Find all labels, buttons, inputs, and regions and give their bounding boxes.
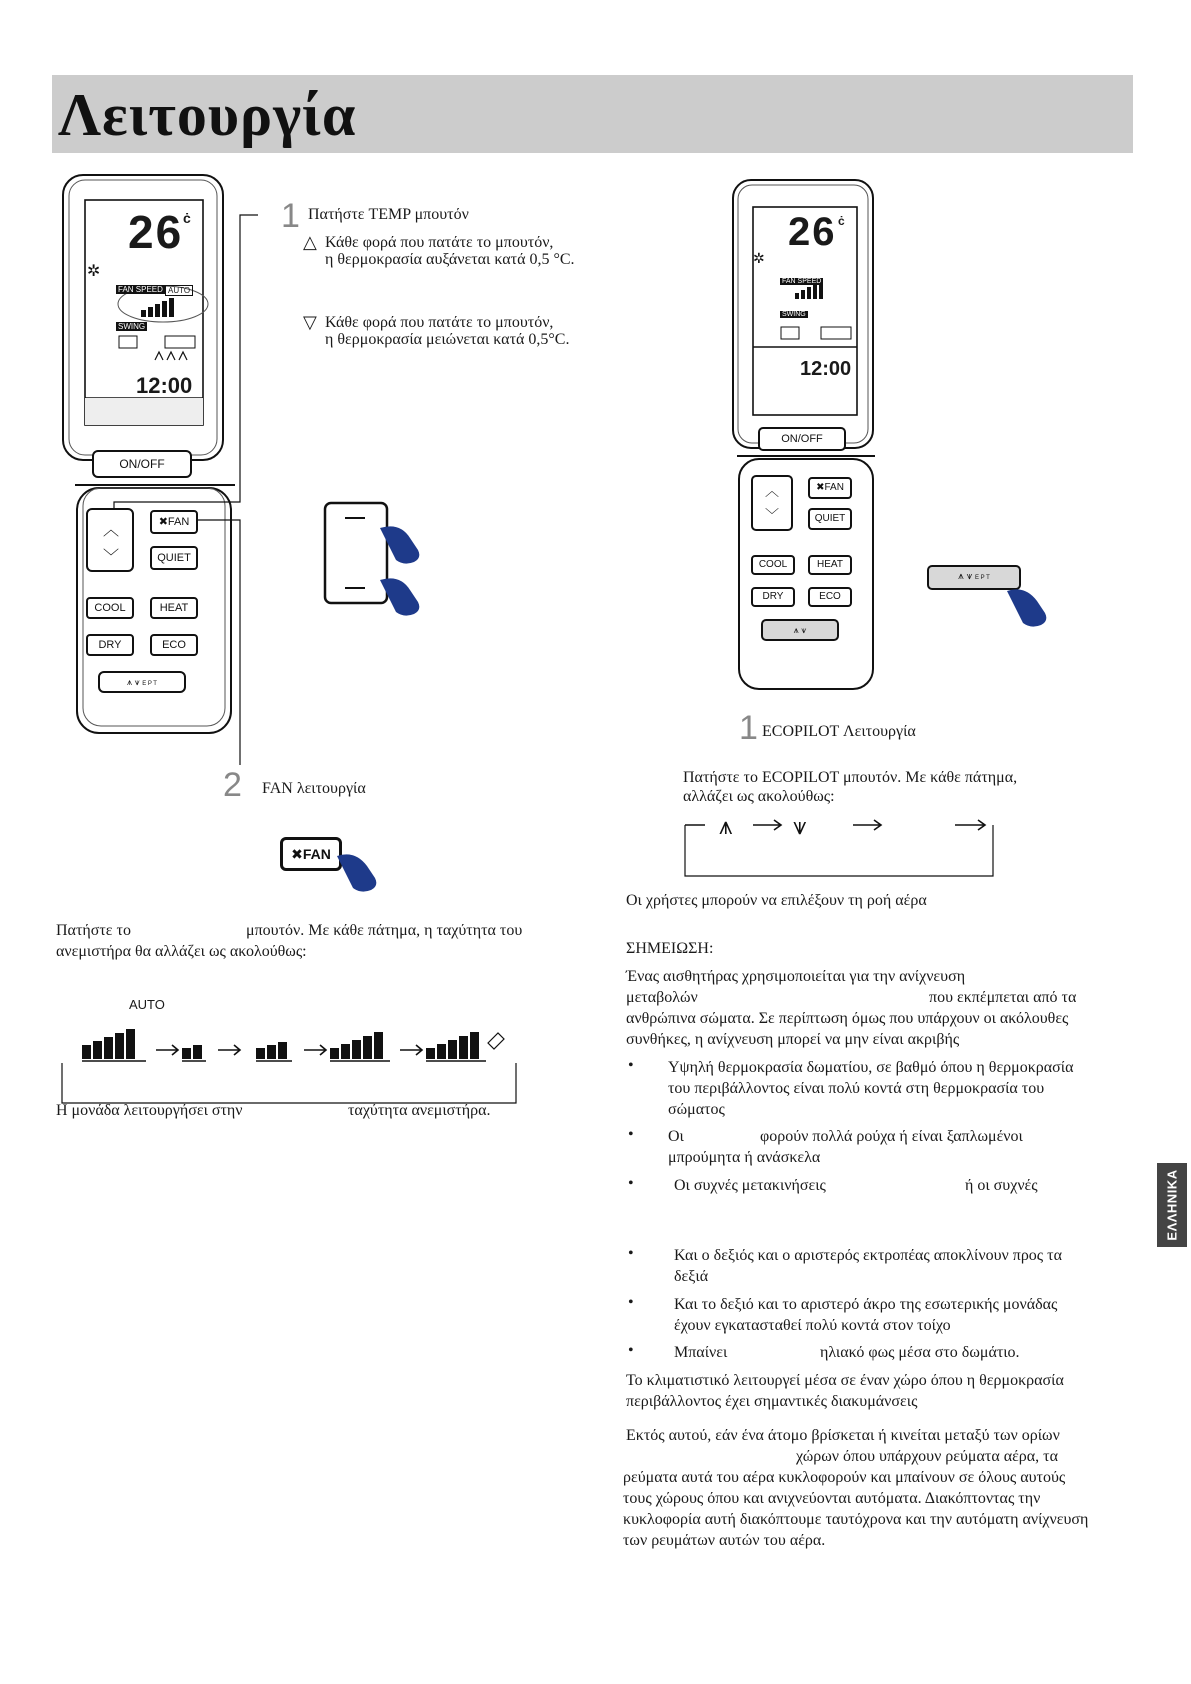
para2-line3: ρεύματα αυτά του αέρα κυκλοφορούν και μπαίνουν σε όλους αυτούς xyxy=(623,1469,1066,1486)
chevron-down-icon: ﹀ xyxy=(103,549,120,566)
right-quiet-button[interactable]: QUIET xyxy=(808,508,852,530)
fan-button-illustration xyxy=(280,837,342,871)
fan-para-line1a: Πατήστε το xyxy=(56,922,131,939)
right-dry-button[interactable]: DRY xyxy=(751,587,795,607)
left-ept-label: E P T xyxy=(142,681,157,687)
left-lcd-auto: AUTO xyxy=(165,285,193,296)
right-lcd-celsius: ċ xyxy=(838,214,845,228)
ecopilot-icon: ⩚ ⩛ xyxy=(127,677,140,687)
left-cool-button[interactable]: COOL xyxy=(86,597,134,619)
svg-text:✲: ✲ xyxy=(87,261,101,280)
right-ecopilot-button[interactable] xyxy=(761,619,839,641)
left-quiet-button[interactable]: QUIET xyxy=(150,546,198,570)
left-lcd-fan-speed: FAN SPEED xyxy=(118,285,163,294)
ecopilot-sequence xyxy=(683,808,1003,886)
right-fan-button[interactable] xyxy=(808,477,852,499)
right-lcd-swing: SWING xyxy=(782,311,806,318)
fan-para2-b: ταχύτητα ανεμιστήρα. xyxy=(348,1102,491,1119)
left-step2-title: FAN λειτουργία xyxy=(262,780,366,797)
left-lcd-swing: SWING xyxy=(118,322,146,331)
note-title: ΣΗΜΕΙΩΣΗ: xyxy=(626,940,714,957)
left-on-off-button[interactable]: ON/OFF xyxy=(92,450,192,478)
bullet-1-line2: του περιβάλλοντος είναι πολύ κοντά στη θερμοκρασία του xyxy=(668,1080,1045,1097)
hand-press-icon xyxy=(335,850,385,900)
para1-line2: περιβάλλοντος έχει σημαντικές διακυμάνσεις xyxy=(626,1393,918,1410)
svg-text:⩛: ⩛ xyxy=(793,812,807,840)
fan-illustration-label: FAN xyxy=(302,846,331,862)
right-lcd-temp: 26 xyxy=(788,210,837,254)
ecopilot-icon: ⩚ ⩛ xyxy=(793,625,807,635)
chevron-up-icon: ︿ xyxy=(103,522,120,539)
right-lcd-fan-speed: FAN SPEED xyxy=(782,278,822,285)
fan-icon: ✖ xyxy=(816,482,825,493)
right-step1-number: 1 xyxy=(739,709,758,747)
left-callout-lines xyxy=(110,210,270,770)
bullet-5-line2: έχουν εγκατασταθεί πολύ κοντά στον τοίχο xyxy=(674,1317,951,1334)
ecopilot-icon: ⩚ ⩛ xyxy=(958,571,973,582)
right-eco-button[interactable]: ECO xyxy=(808,587,852,607)
left-step2-number: 2 xyxy=(223,766,242,804)
bullet-1-dot: • xyxy=(628,1057,634,1074)
svg-text:⩚: ⩚ xyxy=(719,812,733,840)
chevron-down-icon: ﹀ xyxy=(765,507,779,523)
para2-line5: κυκλοφορία αυτή διακόπτουμε ταυτόχρονα και την αυτόματη ανίχνευση xyxy=(623,1511,1089,1528)
ecopilot-intro-line2: αλλάζει ως ακολούθως: xyxy=(683,788,835,805)
bullet-5-line1: Και το δεξιό και το αριστερό άκρο της εσωτερικής μονάδας xyxy=(674,1296,1058,1313)
para2-line2: χώρων όπου υπάρχουν ρεύματα αέρα, τα xyxy=(796,1448,1058,1465)
note-line2b: που εκπέμπεται από τα xyxy=(929,989,1077,1006)
right-heat-button[interactable]: HEAT xyxy=(808,555,852,575)
fan-icon: ✖ xyxy=(158,516,168,528)
right-temp-updown-button[interactable] xyxy=(751,475,793,531)
note-line3: ανθρώπινα σώματα. Σε περίπτωση όμως που υπάρχουν οι ακόλουθες xyxy=(626,1010,1069,1027)
left-step1-number: 1 xyxy=(281,197,300,235)
triangle-down-icon: ▽ xyxy=(303,312,317,332)
note-line2a: μεταβολών xyxy=(626,989,698,1006)
ecopilot-flow-text: Οι χρήστες μπορούν να επιλέξουν τη ροή αέρα xyxy=(626,892,927,909)
bullet-1-line3: σώματος xyxy=(668,1101,725,1118)
ecopilot-intro-line1: Πατήστε το ECOPILOT μπουτόν. Με κάθε πάτημα, xyxy=(683,769,1018,786)
temp-down-line1: Κάθε φορά που πατάτε το μπουτόν, xyxy=(325,314,554,331)
bullet-2-line1a: Οι xyxy=(668,1128,684,1145)
para2-line1: Εκτός αυτού, εάν ένα άτομο βρίσκεται ή κινείται μεταξύ των ορίων xyxy=(626,1427,1060,1444)
page-title: Λειτουργία xyxy=(58,82,357,148)
left-fan-label: FAN xyxy=(167,516,190,528)
para2-line4: τους χώρους όπου και ανιχνεύονται αυτόματα. Διακόπτοντας την xyxy=(623,1490,1041,1507)
bullet-2-line2: μπρούμητα ή ανάσκελα xyxy=(668,1149,821,1166)
temp-up-line2: η θερμοκρασία αυξάνεται κατά 0,5 °C. xyxy=(325,251,575,268)
para2-line6: των ρευμάτων αυτών του αέρα. xyxy=(623,1532,826,1549)
bullet-6-b: ηλιακό φως μέσα στο δωμάτιο. xyxy=(820,1344,1020,1361)
bullet-4-line2: δεξιά xyxy=(674,1268,709,1285)
bullet-2-dot: • xyxy=(628,1126,634,1143)
note-line1: Ένας αισθητήρας χρησιμοποιείται για την ανίχνευση xyxy=(626,968,966,985)
svg-text:✲: ✲ xyxy=(753,251,765,267)
triangle-up-icon: △ xyxy=(303,232,317,252)
note-line4: συνθήκες, η ανίχνευση μπορεί να μην είναι ακριβής xyxy=(626,1031,960,1048)
bullet-2-line1b: φορούν πολλά ρούχα ή είναι ξαπλωμένοι xyxy=(760,1128,1023,1145)
left-dry-button[interactable]: DRY xyxy=(86,634,134,656)
temp-down-line2: η θερμοκρασία μειώνεται κατά 0,5°C. xyxy=(325,331,570,348)
left-lcd-temp: 26 xyxy=(128,206,184,258)
bullet-4-dot: • xyxy=(628,1245,634,1262)
fan-seq-auto-label: AUTO xyxy=(129,997,165,1012)
fan-para2-a: Η μονάδα λειτουργήσει στην xyxy=(56,1102,243,1119)
right-on-off-button[interactable]: ON/OFF xyxy=(758,427,846,451)
right-lcd-time: 12:00 xyxy=(800,358,852,380)
right-cool-button[interactable]: COOL xyxy=(751,555,795,575)
left-step1-title: Πατήστε TEMP μπουτόν xyxy=(308,206,469,223)
hand-press-icon xyxy=(1005,585,1055,635)
temp-up-line1: Κάθε φορά που πατάτε το μπουτόν, xyxy=(325,234,554,251)
chevron-up-icon: ︿ xyxy=(765,483,779,499)
bullet-1-line1: Υψηλή θερμοκρασία δωματίου, σε βαθμό όπου η θερμοκρασία xyxy=(668,1059,1074,1076)
right-fan-label: FAN xyxy=(824,482,844,493)
temp-press-illustration xyxy=(320,500,430,620)
bullet-3-dot: • xyxy=(628,1175,634,1192)
bullet-5-dot: • xyxy=(628,1294,634,1311)
ept-illustration-label: E P T xyxy=(975,575,990,581)
fan-speed-sequence xyxy=(60,1015,530,1105)
bullet-3-line1b: ή οι συχνές xyxy=(965,1177,1038,1194)
left-heat-button[interactable]: HEAT xyxy=(150,597,198,619)
para1-line1: Το κλιματιστικό λειτουργεί μέσα σε έναν χώρο όπου η θερμοκρασία xyxy=(626,1372,1064,1389)
right-step1-title: ECOPILOT Λειτουργία xyxy=(762,723,916,740)
bullet-6-a: Μπαίνει xyxy=(674,1344,728,1361)
left-eco-button[interactable]: ECO xyxy=(150,634,198,656)
left-lcd-time: 12:00 xyxy=(136,373,193,398)
bullet-6-dot: • xyxy=(628,1342,634,1359)
fan-icon: ✖ xyxy=(291,846,303,862)
fan-para-line2: ανεμιστήρα θα αλλάζει ως ακολούθως: xyxy=(56,943,307,960)
left-lcd-celsius: ċ xyxy=(183,210,191,226)
fan-para-line1b: μπουτόν. Με κάθε πάτημα, η ταχύτητα του xyxy=(246,922,523,939)
bullet-4-line1: Και ο δεξιός και ο αριστερός εκτροπέας αποκλίνουν προς τα xyxy=(674,1247,1062,1264)
side-tab-label: ΕΛΛΗΝΙΚΑ xyxy=(1164,1169,1180,1241)
bullet-3-line1a: Οι συχνές μετακινήσεις xyxy=(674,1177,826,1194)
language-side-tab xyxy=(1157,1163,1187,1247)
